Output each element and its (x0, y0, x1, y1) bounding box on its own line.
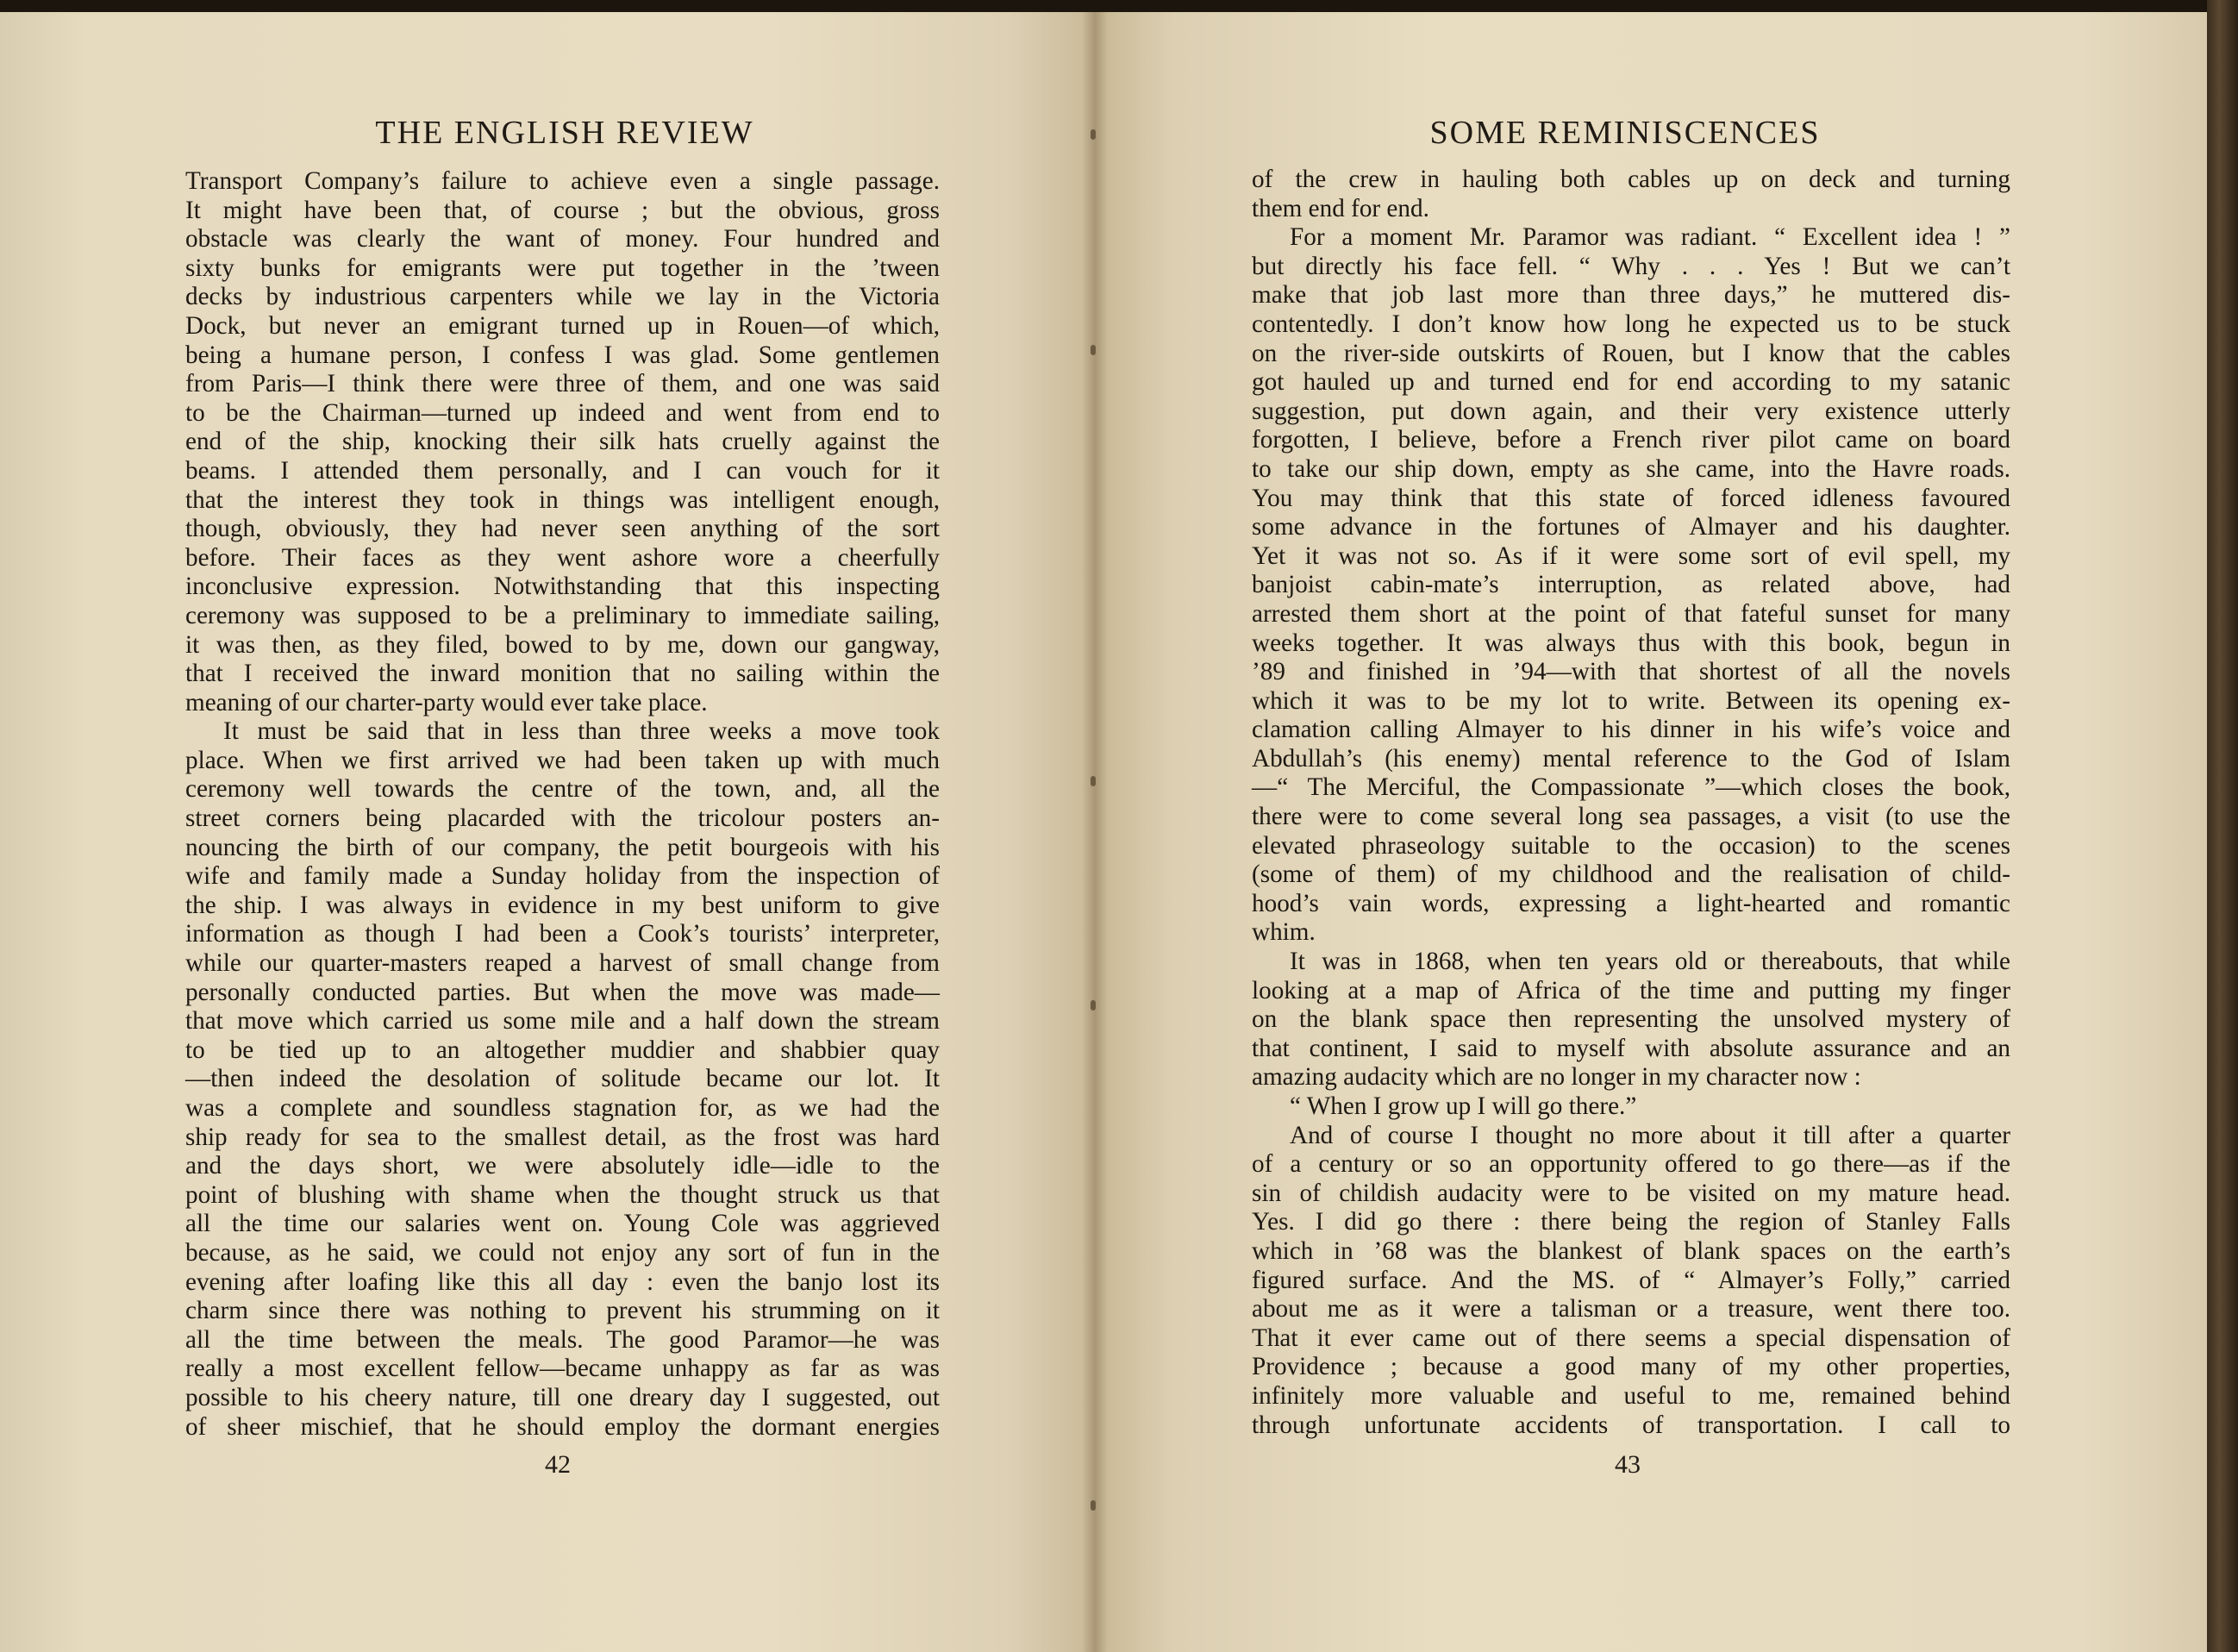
text-line: clamation calling Almayer to his dinner in his wife’s voice and (1252, 716, 2010, 744)
text-line: charm since there was nothing to prevent his strumming on it (185, 1297, 940, 1325)
text-line: You may think that this state of forced idleness favoured (1252, 484, 2010, 512)
text-line: was a complete and soundless stagnation for, as we had the (185, 1094, 940, 1122)
book-edge (2207, 0, 2238, 1652)
text-line: of sheer mischief, that he should employ the dormant energies (185, 1412, 940, 1441)
text-line: on the river-side outskirts of Rouen, but I know that the cables (1252, 339, 2010, 367)
text-line: the ship. I was always in evidence in my best uniform to give (185, 891, 940, 919)
text-line: banjoist cabin-mate’s interruption, as related above, had (1252, 571, 2010, 599)
text-line: amazing audacity which are no longer in my character now : (1252, 1063, 1861, 1092)
text-line: evening after loafing like this all day : even the banjo lost its (185, 1267, 940, 1296)
text-line: them end for end. (1252, 194, 1429, 222)
text-line: though, obviously, they had never seen anything of the sort (185, 515, 940, 543)
right-page-body (1252, 166, 2010, 1440)
text-line: from Paris—I think there were three of them, and one was said (185, 370, 940, 398)
text-line: sin of childish audacity were to be visited on my mature head. (1252, 1179, 2010, 1207)
text-line: end of the ship, knocking their silk hats cruelly against the (185, 428, 940, 456)
text-line: that move which carried us some mile and a half down the stream (185, 1007, 940, 1036)
binding-thread-mark (1091, 345, 1096, 355)
text-line: all the time our salaries went on. Young Cole was aggrieved (185, 1210, 940, 1238)
text-line: weeks together. It was always thus with this book, begun in (1252, 629, 2010, 657)
text-line: personally conducted parties. But when the move was made— (185, 978, 940, 1006)
text-line: And of course I thought no more about it till after a quarter (1290, 1121, 2010, 1149)
text-line: that continent, I said to myself with absolute assurance and an (1252, 1034, 2010, 1062)
text-line: Abdullah’s (his enemy) mental reference to the God of Islam (1252, 744, 2010, 773)
text-line: and the days short, we were absolutely idle—idle to the (185, 1152, 940, 1180)
text-line: which it was to be my lot to write. Between its opening ex- (1252, 686, 2010, 715)
text-line: information as though I had been a Cook’s tourists’ interpreter, (185, 920, 940, 948)
text-line: being a humane person, I confess I was glad. Some gentlemen (185, 341, 940, 369)
text-line: through unfortunate accidents of transportation. I call to (1252, 1411, 2010, 1439)
text-line: whim. (1252, 918, 1316, 947)
text-line: got hauled up and turned end for end according to my satanic (1252, 368, 2010, 397)
text-line: all the time between the meals. The good Paramor—he was (185, 1325, 940, 1354)
text-line: Yet it was not so. As if it were some sort of evil spell, my (1252, 541, 2010, 570)
text-line: “ When I grow up I will go there.” (1290, 1092, 1637, 1120)
text-line: figured surface. And the MS. of “ Almayer’s Folly,” carried (1252, 1266, 2010, 1294)
right-page (1095, 12, 2216, 1652)
text-line: on the blank space then representing the unsolved mystery of (1252, 1005, 2010, 1034)
text-line: while our quarter-masters reaped a harvest of small change from (185, 949, 940, 978)
text-line: inconclusive expression. Notwithstanding that this inspecting (185, 573, 940, 601)
text-line: Yes. I did go there : there being the region of Stanley Falls (1252, 1208, 2010, 1236)
text-line: some advance in the fortunes of Almayer and his daughter. (1252, 513, 2010, 541)
text-line: which in ’68 was the blankest of blank spaces on the earth’s (1252, 1236, 2010, 1265)
text-line: because, as he said, we could not enjoy any sort of fun in the (185, 1238, 940, 1267)
text-line: wife and family made a Sunday holiday from the inspection of (185, 862, 940, 891)
text-line: It must be said that in less than three weeks a move took (223, 717, 940, 746)
text-line: ship ready for sea to the smallest detail, as the frost was hard (185, 1123, 940, 1151)
text-line: really a most excellent fellow—became unhappy as far as was (185, 1355, 940, 1383)
text-line: ceremony was supposed to be a preliminary to immediate sailing, (185, 601, 940, 629)
text-line: possible to his cheery nature, till one dreary day I suggested, out (185, 1383, 940, 1411)
text-line: obstacle was clearly the want of money. Four hundred and (185, 225, 940, 253)
page-number-left: 42 (545, 1450, 571, 1479)
text-line: It might have been that, of course ; but the obvious, gross (185, 196, 940, 224)
text-line: Dock, but never an emigrant turned up in Rouen—of which, (185, 311, 940, 340)
text-line: it was then, as they filed, bowed to by me, down our gangway, (185, 630, 940, 659)
running-head-right: SOME REMINISCENCES (1429, 115, 1821, 151)
text-line: arrested them short at the point of that fateful sunset for many (1252, 599, 2010, 628)
text-line: to take our ship down, empty as she came, into the Havre roads. (1252, 454, 2010, 483)
binding-thread-mark (1091, 129, 1096, 140)
text-line: that I received the inward monition that no sailing within the (185, 660, 940, 688)
text-line: ’89 and finished in ’94—with that shortest of all the novels (1252, 658, 2010, 686)
text-line: decks by industrious carpenters while we lay in the Victoria (185, 283, 940, 311)
text-line: Providence ; because a good many of my other properties, (1252, 1353, 2010, 1381)
left-page (0, 12, 1095, 1652)
text-line: make that job last more than three days,” he muttered dis- (1252, 281, 2010, 310)
text-line: That it ever came out of there seems a special dispensation of (1252, 1323, 2010, 1352)
text-line: of the crew in hauling both cables up on deck and turning (1252, 166, 2010, 193)
text-line: looking at a map of Africa of the time and putting my finger (1252, 976, 2010, 1004)
text-line: (some of them) of my childhood and the realisation of child- (1252, 860, 2010, 889)
text-line: of a century or so an opportunity offered to go there—as if the (1252, 1150, 2010, 1179)
book-gutter (1082, 12, 1108, 1652)
binding-thread-mark (1091, 776, 1096, 786)
running-head-left: THE ENGLISH REVIEW (375, 115, 754, 151)
text-line: suggestion, put down again, and their very existence utterly (1252, 397, 2010, 425)
text-line: It was in 1868, when ten years old or thereabouts, that while (1290, 948, 2010, 976)
text-line: —“ The Merciful, the Compassionate ”—which closes the book, (1252, 773, 2010, 802)
left-page-body (185, 167, 940, 1442)
text-line: to be the Chairman—turned up indeed and went from end to (185, 398, 940, 427)
text-line: place. When we first arrived we had been taken up with much (185, 746, 940, 774)
binding-thread-mark (1091, 1000, 1096, 1011)
text-line: there were to come several long sea passages, a visit (to use the (1252, 803, 2010, 831)
text-line: that the interest they took in things was intelligent enough, (185, 485, 940, 514)
text-line: hood’s vain words, expressing a light-hearted and romantic (1252, 889, 2010, 917)
text-line: meaning of our charter-party would ever take place. (185, 688, 708, 716)
text-line: infinitely more valuable and useful to me, remained behind (1252, 1381, 2010, 1410)
text-line: ceremony well towards the centre of the town, and, all the (185, 775, 940, 804)
page-number-right: 43 (1615, 1450, 1641, 1479)
binding-thread-mark (1091, 1500, 1096, 1511)
text-line: —then indeed the desolation of solitude became our lot. It (185, 1065, 940, 1093)
text-line: point of blushing with shame when the thought struck us that (185, 1180, 940, 1209)
text-line: forgotten, I believe, before a French river pilot came on board (1252, 426, 2010, 454)
text-line: but directly his face fell. “ Why . . . Yes ! But we can’t (1252, 252, 2010, 280)
text-line: about me as it were a talisman or a treasure, went there too. (1252, 1295, 2010, 1323)
text-line: nouncing the birth of our company, the petit bourgeois with his (185, 833, 940, 861)
text-line: to be tied up to an altogether muddier and shabbier quay (185, 1036, 940, 1064)
text-line: sixty bunks for emigrants were put together in the ’tween (185, 253, 940, 282)
text-line: contentedly. I don’t know how long he expected us to be stuck (1252, 310, 2010, 338)
text-line: street corners being placarded with the tricolour posters an- (185, 804, 940, 833)
text-line: elevated phraseology suitable to the occasion) to the scenes (1252, 831, 2010, 860)
text-line: Transport Company’s failure to achieve even a single passage. (185, 167, 940, 195)
text-line: For a moment Mr. Paramor was radiant. “ Excellent idea ! ” (1290, 223, 2010, 252)
text-line: beams. I attended them personally, and I can vouch for it (185, 456, 940, 485)
text-line: before. Their faces as they went ashore wore a cheerfully (185, 543, 940, 572)
